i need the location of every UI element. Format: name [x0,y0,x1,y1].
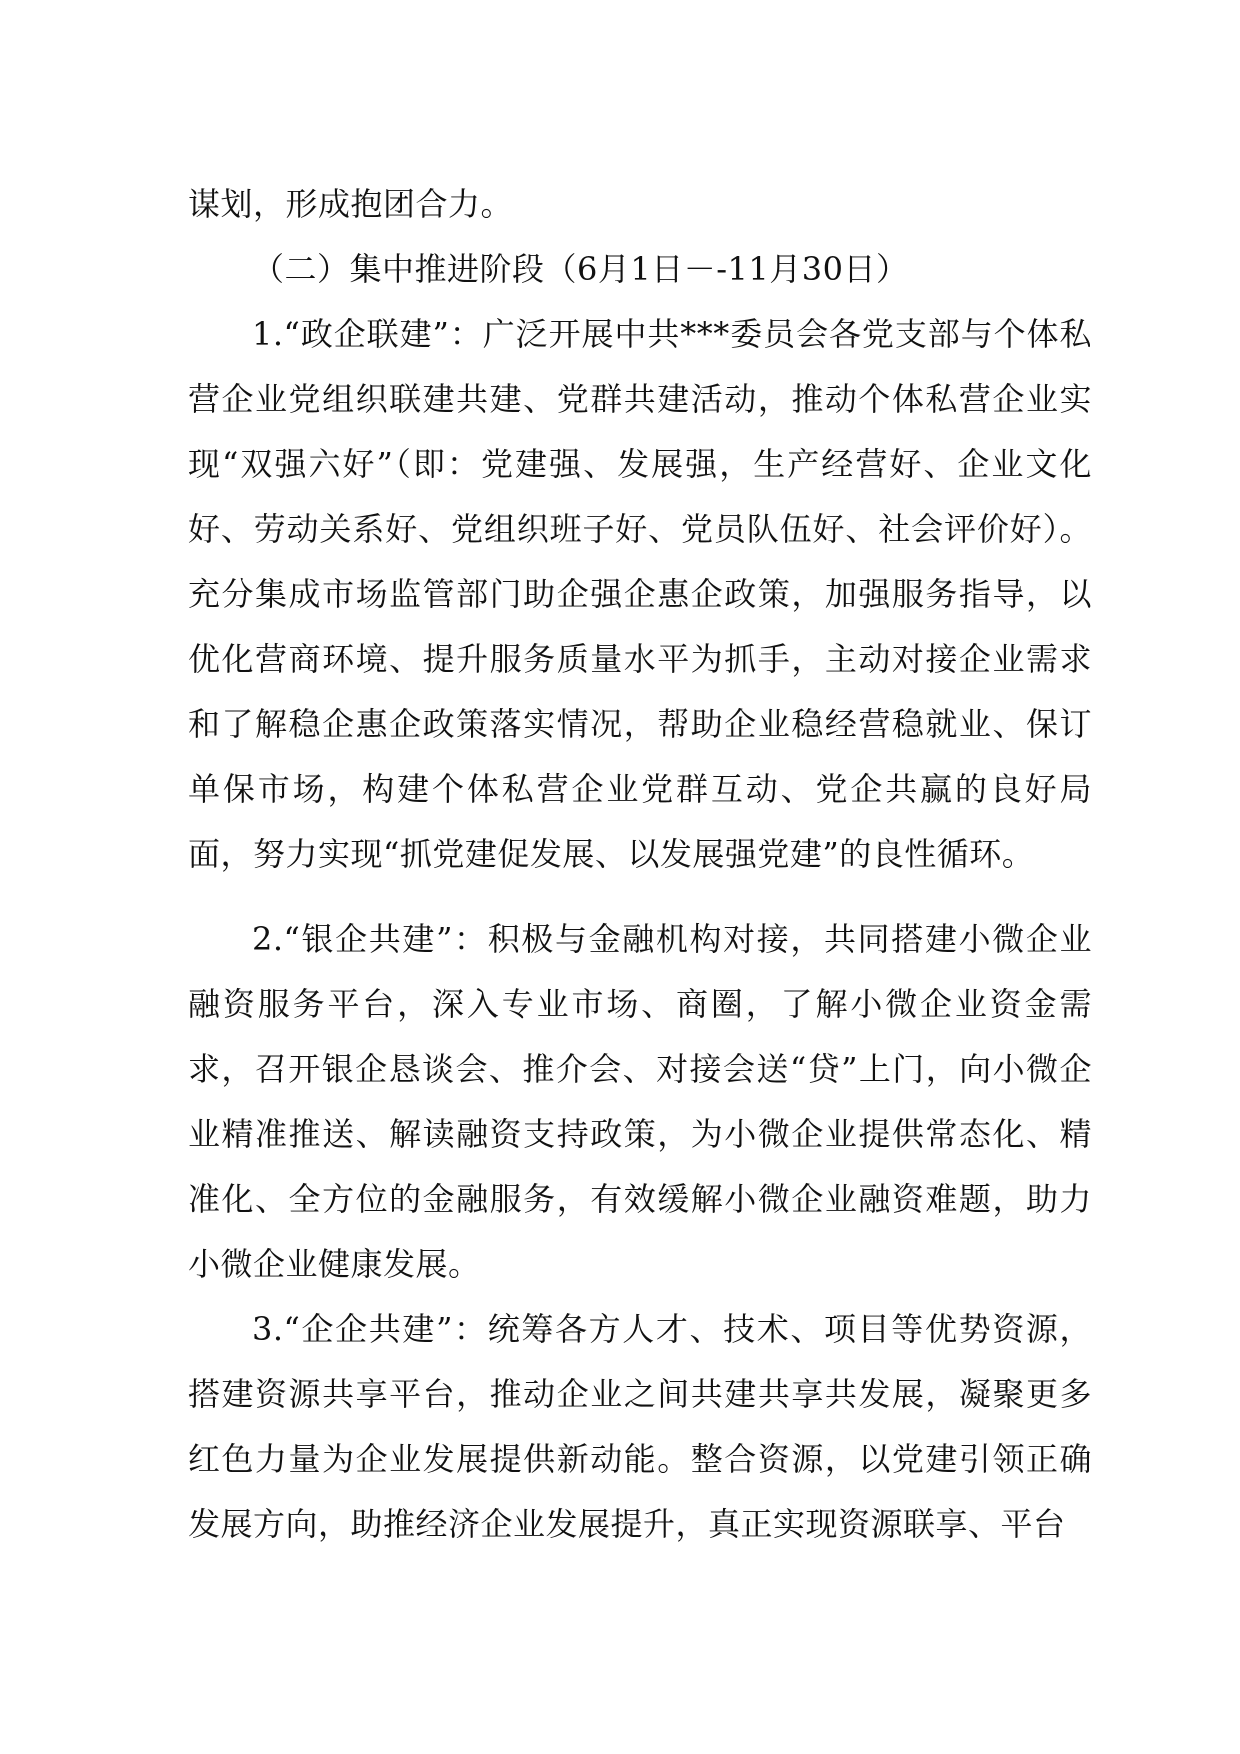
paragraph-item-1: 1.“政企联建”：广泛开展中共***委员会各党支部与个体私营企业党组织联建共建、党群共建活动，推动个体私营企业实现“双强六好”（即：党建强、发展强，生产经营好、企业文化好、劳动关系好、党组织班子好、党员队伍好、社会评价好）。充分集成市场监管部门助企强企惠企政策，加强服务指导，以优化营商环境、提升服务质量水平为抓手，主动对接企业需求和了解稳企惠企政策落实情况，帮助企业稳经营稳就业、保订单保市场，构建个体私营企业党群互动、党企共赢的良好局面，努力实现“抓党建促发展、以发展强党建”的良性循环。 [188,315,1092,873]
paragraph-item-2: 2.“银企共建”：积极与金融机构对接，共同搭建小微企业融资服务平台，深入专业市场、商圈，了解小微企业资金需求，召开银企恳谈会、推介会、对接会送“贷”上门，向小微企业精准推送、解读融资支持政策，为小微企业提供常态化、精准化、全方位的金融服务，有效缓解小微企业融资难题，助力小微企业健康发展。 [188,920,1092,1283]
paragraph-item-3: 3.“企企共建”：统筹各方人才、技术、项目等优势资源，搭建资源共享平台，推动企业之间共建共享共发展，凝聚更多红色力量为企业发展提供新动能。整合资源，以党建引领正确发展方向，助推经济企业发展提升，真正实现资源联享、平台 [188,1310,1092,1543]
document-body [188,172,1092,1557]
section-heading: （二）集中推进阶段（6月1日－-11月30日） [252,250,909,288]
paragraph-continuation: 谋划，形成抱团合力。 [188,185,514,223]
